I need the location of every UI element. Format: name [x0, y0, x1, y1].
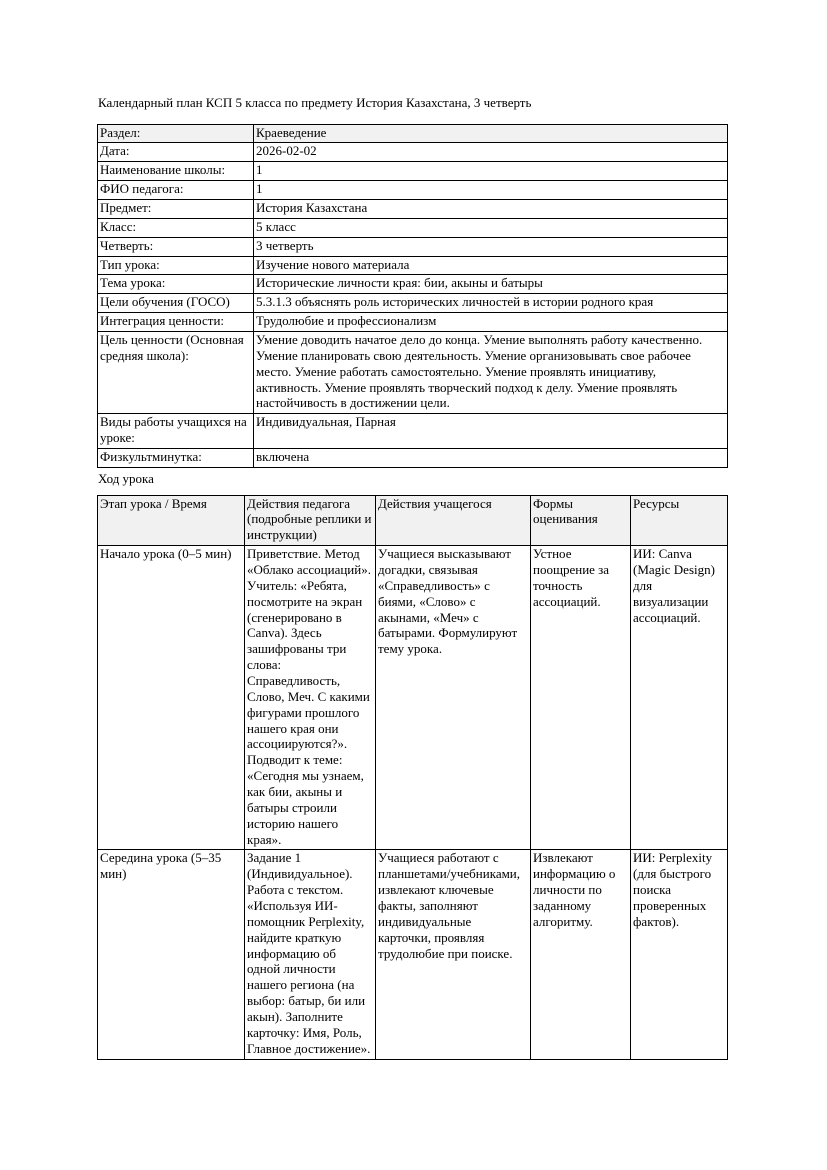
lesson-row-middle: [98, 850, 728, 1059]
info-value: 1: [254, 181, 728, 200]
column-header-student-actions: Действия учащегося: [376, 495, 531, 546]
info-value: 3 четверть: [254, 237, 728, 256]
info-label: Дата:: [98, 143, 254, 162]
table-row: [98, 449, 728, 468]
table-row: [98, 414, 728, 449]
info-value: 5 класс: [254, 218, 728, 237]
lesson-flow-table: [97, 495, 728, 1060]
page-title: Календарный план КСП 5 класса по предмету История Казахстана, 3 четверть: [98, 95, 532, 110]
table-row: [98, 313, 728, 332]
lesson-table-header-row: [98, 495, 728, 546]
info-label: Предмет:: [98, 200, 254, 219]
student-actions-cell: Учащиеся работают с планшетами/учебниками, извлекают ключевые факты, заполняют индивидуальные карточки, проявляя трудолюбие при поиске.: [376, 850, 531, 1059]
teacher-actions-cell: Приветствие. Метод «Облако ассоциаций». Учитель: «Ребята, посмотрите на экран (сгенерировано в Canva). Здесь зашифрованы три слова: Справедливость, Слово, Меч. С какими фигурами прошлого нашего края они ассоциируются?». Подводит к теме: «Сегодня мы узнаем, как бии, акыны и батыры строили историю нашего края».: [245, 546, 376, 850]
info-value: 2026-02-02: [254, 143, 728, 162]
column-header-assessment: Формы оценивания: [531, 495, 631, 546]
info-value: 1: [254, 162, 728, 181]
info-label: Интеграция ценности:: [98, 313, 254, 332]
assessment-cell: Устное поощрение за точность ассоциаций.: [531, 546, 631, 850]
info-table: [97, 124, 728, 468]
table-row: [98, 275, 728, 294]
info-label: Раздел:: [98, 124, 254, 143]
resources-cell: ИИ: Canva (Magic Design) для визуализации ассоциаций.: [631, 546, 728, 850]
info-label: Тип урока:: [98, 256, 254, 275]
column-header-teacher-actions: Действия педагога (подробные реплики и инструкции): [245, 495, 376, 546]
info-label: Тема урока:: [98, 275, 254, 294]
column-header-resources: Ресурсы: [631, 495, 728, 546]
table-row: [98, 200, 728, 219]
student-actions-cell: Учащиеся высказывают догадки, связывая «Справедливость» с биями, «Слово» с акынами, «Меч» с батырами. Формулируют тему урока.: [376, 546, 531, 850]
info-label: Цели обучения (ГОСО): [98, 294, 254, 313]
table-row: [98, 162, 728, 181]
lesson-row-start: [98, 546, 728, 850]
table-row: [98, 294, 728, 313]
stage-cell: Середина урока (5–35 мин): [98, 850, 245, 1059]
info-label: Виды работы учащихся на уроке:: [98, 414, 254, 449]
lesson-flow-heading: Ход урока: [98, 470, 154, 486]
table-row: [98, 332, 728, 414]
info-label: ФИО педагога:: [98, 181, 254, 200]
table-row: [98, 218, 728, 237]
resources-cell: ИИ: Perplexity (для быстрого поиска проверенных фактов).: [631, 850, 728, 1059]
info-value: Индивидуальная, Парная: [254, 414, 728, 449]
teacher-actions-cell: Задание 1 (Индивидуальное). Работа с текстом. «Используя ИИ-помощник Perplexity, найдите краткую информацию об одной личности нашего региона (на выбор: батыр, би или акын). Заполните карточку: Имя, Роль, Главное достижение».: [245, 850, 376, 1059]
info-value: Краеведение: [254, 124, 728, 143]
stage-cell: Начало урока (0–5 мин): [98, 546, 245, 850]
table-row: [98, 256, 728, 275]
info-label: Класс:: [98, 218, 254, 237]
info-value: Изучение нового материала: [254, 256, 728, 275]
table-row: [98, 181, 728, 200]
assessment-cell: Извлекают информацию о личности по заданному алгоритму.: [531, 850, 631, 1059]
info-value: Трудолюбие и профессионализм: [254, 313, 728, 332]
table-row: [98, 124, 728, 143]
info-value: Умение доводить начатое дело до конца. Умение выполнять работу качественно. Умение планировать свою деятельность. Умение организовывать свое рабочее место. Умение работать самостоятельно. Умение проявлять инициативу, активность. Умение проявлять творческий подход к делу. Умение проявлять настойчивость в достижении цели.: [254, 332, 728, 414]
table-row: [98, 143, 728, 162]
info-label: Наименование школы:: [98, 162, 254, 181]
table-row: [98, 237, 728, 256]
info-label: Цель ценности (Основная средняя школа):: [98, 332, 254, 414]
info-value: включена: [254, 449, 728, 468]
info-value: Исторические личности края: бии, акыны и батыры: [254, 275, 728, 294]
info-label: Четверть:: [98, 237, 254, 256]
info-label: Физкультминутка:: [98, 449, 254, 468]
info-value: История Казахстана: [254, 200, 728, 219]
column-header-stage: Этап урока / Время: [98, 495, 245, 546]
info-value: 5.3.1.3 объяснять роль исторических личностей в истории родного края: [254, 294, 728, 313]
